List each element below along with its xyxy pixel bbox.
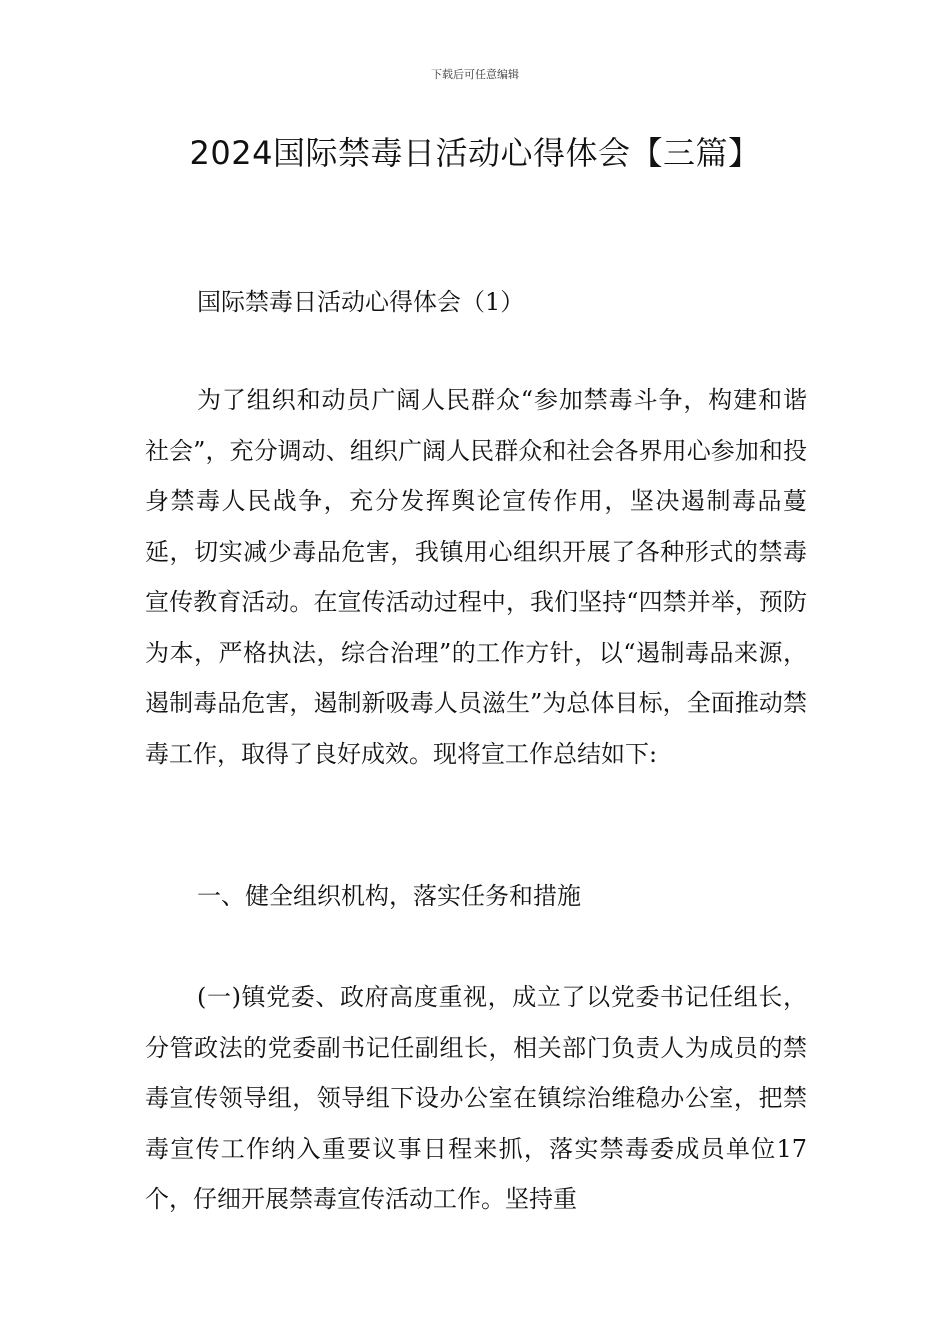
section-heading: 一、健全组织机构，落实任务和措施 xyxy=(197,882,581,910)
header-note: 下载后可任意编辑 xyxy=(431,68,519,81)
body-paragraph-1: 为了组织和动员广阔人民群众“参加禁毒斗争，构建和谐社会”，充分调动、组织广阔人民群众和社会各界用心参加和投身禁毒人民战争，充分发挥舆论宣传作用，坚决遏制毒品蔓延，切实减少毒品危害，我镇用心组织开展了各种形式的禁毒宣传教育活动。在宣传活动过程中，我们坚持“四禁并举，预防为本，严格执法，综合治理”的工作方针，以“遏制毒品来源，遏制毒品危害，遏制新吸毒人员滋生”为总体目标，全面推动禁毒工作，取得了良好成效。现将宣工作总结如下: xyxy=(145,386,807,768)
sub-heading: 国际禁毒日活动心得体会（1） xyxy=(197,288,525,316)
body-paragraph-2: (一)镇党委、政府高度重视，成立了以党委书记任组长，分管政法的党委副书记任副组长，相关部门负责人为成员的禁毒宣传领导组，领导组下设办公室在镇综治维稳办公室，把禁毒宣传工作纳入重要议事日程来抓，落实禁毒委成员单位17个，仔细开展禁毒宣传活动工作。坚持重 xyxy=(145,983,807,1213)
document-title: 2024国际禁毒日活动心得体会【三篇】 xyxy=(189,134,761,172)
